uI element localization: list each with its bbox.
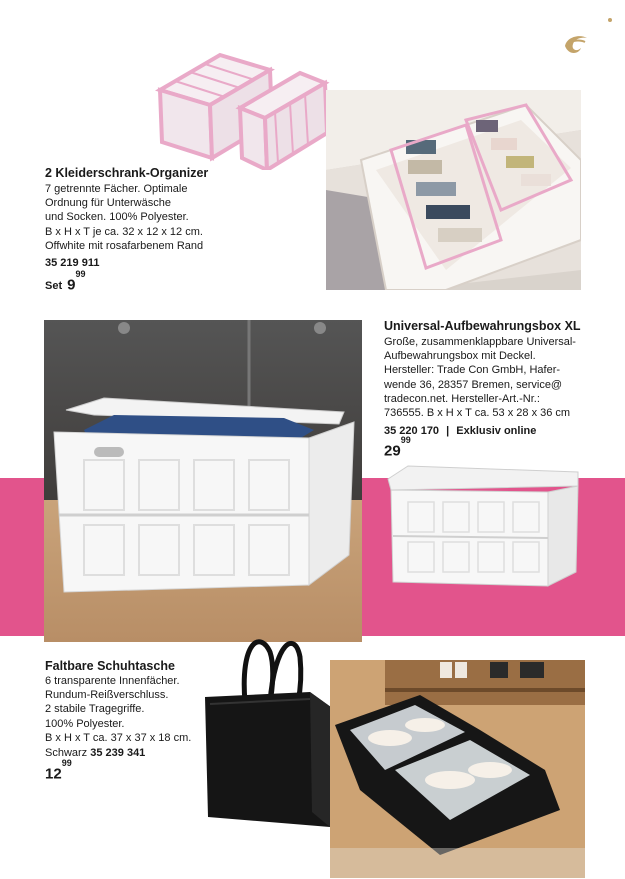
price-main: 12	[45, 765, 62, 783]
price-organizer	[45, 269, 86, 294]
product-desc-storage-box	[384, 335, 576, 420]
desc-line: tradecon.net. Hersteller-Art.-Nr.:	[384, 392, 540, 405]
price-storage-box	[384, 435, 411, 460]
desc-line: 736555. B x H x T ca. 53 x 28 x 36 cm	[384, 407, 571, 420]
desc-line: Große, zusammenklappbare Universal-	[384, 336, 576, 348]
price-cents: 99	[75, 269, 86, 279]
tchibo-logo-icon	[561, 32, 591, 58]
product-title-shoe-bag: Faltbare Schuhtasche	[45, 659, 175, 673]
shoe-bag-open-photo	[330, 660, 585, 878]
organizer-product-image	[150, 40, 330, 170]
desc-line: Offwhite mit rosafarbenem Rand	[45, 239, 204, 252]
desc-line: Ordnung für Unterwäsche	[45, 197, 171, 210]
price-cents: 99	[61, 758, 72, 768]
price-cents: 99	[400, 435, 411, 445]
desc-line: 100% Polyester.	[45, 717, 125, 730]
desc-line: wende 36, 28357 Bremen, service@	[384, 378, 563, 391]
desc-line: 6 transparente Innenfächer.	[45, 675, 180, 687]
desc-line: B x H x T ca. 37 x 37 x 18 cm.	[45, 731, 192, 744]
logo-dot	[608, 18, 612, 22]
desc-line: B x H x T je ca. 32 x 12 x 12 cm.	[45, 225, 203, 238]
shoe-bag-closed-image	[200, 632, 340, 832]
product-desc-organizer	[45, 182, 203, 253]
desc-line: Aufbewahrungsbox mit Deckel.	[384, 350, 536, 363]
price-main: 9	[67, 276, 76, 294]
price-prefix: Set	[45, 280, 63, 293]
price-shoe-bag	[45, 758, 72, 783]
desc-line: 7 getrennte Fächer. Optimale	[45, 183, 188, 195]
product-title-storage-box: Universal-Aufbewahrungsbox XL	[384, 319, 581, 333]
product-desc-shoe-bag	[45, 674, 191, 745]
article-number-organizer: 35 219 911	[45, 257, 100, 269]
desc-line: Hersteller: Trade Con GmbH, Hafer-	[384, 364, 561, 377]
desc-line: Rundum-Reißverschluss.	[45, 689, 169, 702]
color-article-shoe-bag	[45, 746, 145, 761]
article-number: 35 220 170	[384, 425, 440, 437]
price-main: 29	[384, 442, 401, 460]
desc-line: 2 stabile Tragegriffe.	[45, 703, 145, 716]
article-note: Exklusiv online	[456, 425, 537, 437]
color-label: Schwarz	[45, 747, 88, 759]
storage-box-photo	[44, 320, 362, 642]
article-number: 35 239 341	[90, 747, 146, 759]
closed-storage-box-image	[383, 464, 583, 592]
desc-line: und Socken. 100% Polyester.	[45, 211, 189, 224]
article-number-storage-box: 35 220 170 | Exklusiv online	[384, 425, 537, 437]
product-title-organizer: 2 Kleiderschrank-Organizer	[45, 166, 209, 180]
drawer-photo	[326, 90, 581, 290]
